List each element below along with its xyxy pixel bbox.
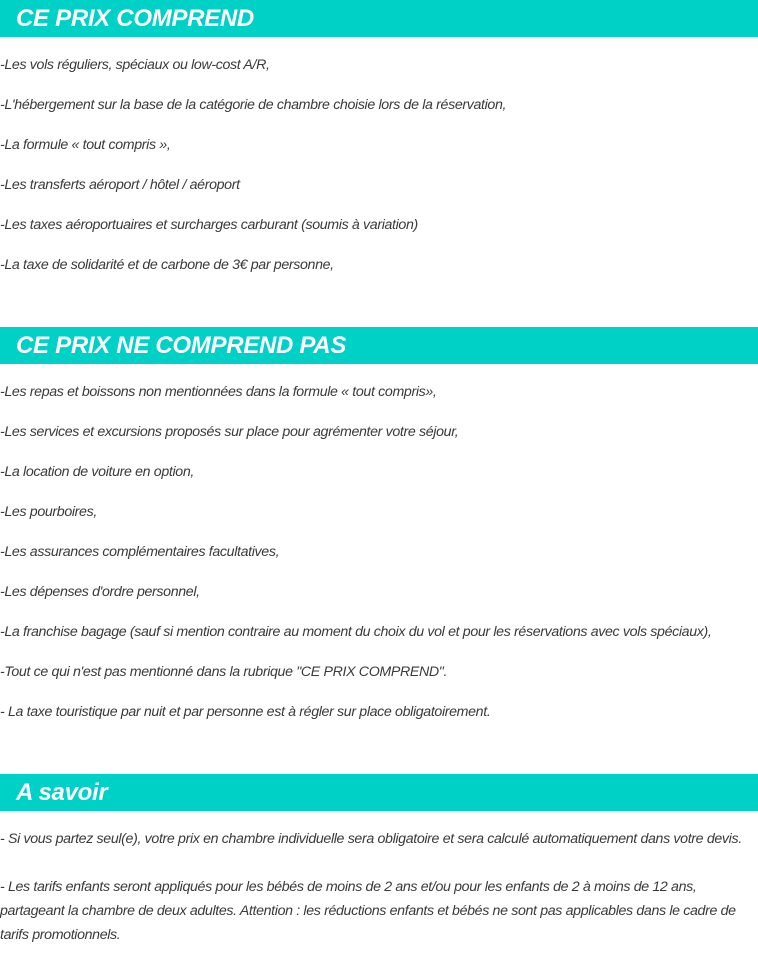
list-item: -Tout ce qui n'est pas mentionné dans la rubrique "CE PRIX COMPREND". <box>0 664 448 680</box>
list-item: -Les vols réguliers, spéciaux ou low-cost A/R, <box>0 57 270 73</box>
section-title-a-savoir: A savoir <box>16 779 108 806</box>
section-header-a-savoir <box>0 774 758 811</box>
list-item: -Les dépenses d'ordre personnel, <box>0 584 200 600</box>
not-included-list <box>0 384 758 744</box>
list-item: -L'hébergement sur la base de la catégorie de chambre choisie lors de la réservation, <box>0 97 507 113</box>
section-header-not-included <box>0 327 758 364</box>
section-title-not-included: CE PRIX NE COMPREND PAS <box>16 332 347 359</box>
list-item: -Les assurances complémentaires facultatives, <box>0 544 280 560</box>
list-item: -La location de voiture en option, <box>0 464 194 480</box>
note-paragraph-single-room: - Si vous partez seul(e), votre prix en chambre individuelle sera obligatoire et sera calculé automatiquement dans votre devis. <box>0 831 742 847</box>
section-title-included: CE PRIX COMPREND <box>16 5 254 32</box>
list-item: -La taxe de solidarité et de carbone de 3€ par personne, <box>0 257 334 273</box>
list-item: -Les services et excursions proposés sur place pour agrémenter votre séjour, <box>0 424 459 440</box>
list-item: -Les transferts aéroport / hôtel / aéroport <box>0 177 240 193</box>
list-item: -Les taxes aéroportuaires et surcharges carburant (soumis à variation) <box>0 217 418 233</box>
section-header-included <box>0 0 758 37</box>
list-item: - La taxe touristique par nuit et par personne est à régler sur place obligatoirement. <box>0 704 491 720</box>
note-paragraph-child-rates: - Les tarifs enfants seront appliqués pour les bébés de moins de 2 ans et/ou pour les enfants de 2 à moins de 12 ans, partageant la chambre de deux adultes. Attention : les réductions enfants et bébés ne sont pas applicables dans le cadre de tarifs promotionnels. <box>0 879 736 943</box>
list-item: -La franchise bagage (sauf si mention contraire au moment du choix du vol et pour les réservations avec vols spéciaux), <box>0 624 712 640</box>
included-list <box>0 57 758 297</box>
list-item: -Les pourboires, <box>0 504 97 520</box>
list-item: -Les repas et boissons non mentionnées dans la formule « tout compris», <box>0 384 437 400</box>
list-item: -La formule « tout compris », <box>0 137 171 153</box>
